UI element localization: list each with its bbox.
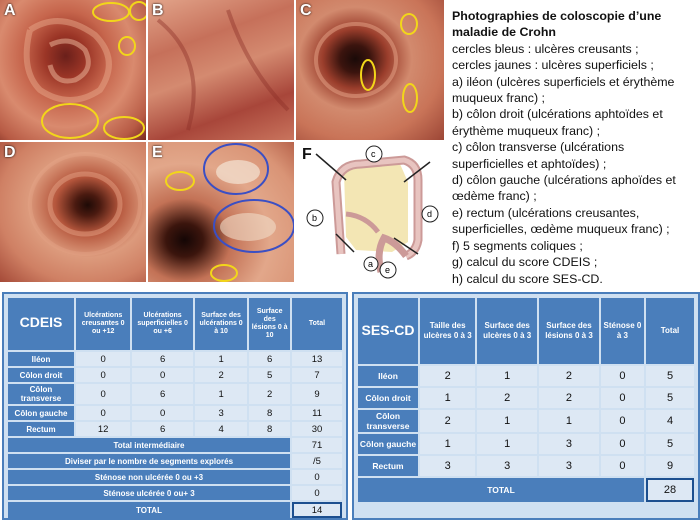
cell: 1 — [195, 384, 248, 404]
photo-c-overlay — [296, 0, 444, 140]
sescd-title-cell — [358, 298, 418, 364]
cell: 3 — [539, 456, 599, 476]
photo-b — [148, 0, 294, 140]
row-label: Iléon — [358, 366, 418, 386]
segment-a-label: a — [368, 259, 374, 269]
row-label: Rectum — [8, 422, 74, 436]
cell: 11 — [292, 406, 342, 420]
table-row — [358, 388, 694, 408]
cell: 12 — [76, 422, 130, 436]
cell: 6 — [132, 384, 193, 404]
row-label: Côlon transverse — [358, 410, 418, 432]
photo-d-overlay — [0, 142, 146, 282]
cell: 0 — [76, 368, 130, 382]
cell: 2 — [477, 388, 537, 408]
cell: 9 — [292, 384, 342, 404]
photo-e — [148, 142, 294, 282]
table-row — [8, 384, 342, 404]
cdeis-table — [6, 296, 344, 520]
photo-label: E — [152, 144, 163, 161]
photo-e-overlay — [148, 142, 294, 282]
cell: 2 — [249, 384, 290, 404]
yellow-circle — [401, 14, 417, 34]
cell: 2 — [420, 410, 475, 432]
cell: 7 — [292, 368, 342, 382]
table-header-row — [358, 298, 694, 364]
cell: 3 — [477, 456, 537, 476]
caption-line: g) calcul du score CDEIS ; — [452, 255, 598, 270]
column-header: Surface des lésions 0 à 10 — [249, 298, 290, 350]
cdeis-title-cell — [8, 298, 74, 350]
table-row — [8, 368, 342, 382]
yellow-circle — [166, 172, 194, 190]
segment-d-label: d — [427, 209, 433, 219]
cell: 3 — [195, 406, 248, 420]
caption-line: cercles bleus : ulcères creusants ; — [452, 41, 639, 56]
table-row — [8, 352, 342, 366]
cell: 0 — [132, 368, 193, 382]
colon-diagram-svg — [296, 142, 444, 282]
cell: 4 — [646, 410, 694, 432]
cdeis-panel — [2, 292, 348, 520]
caption-line: f) 5 segments coliques ; — [452, 238, 583, 253]
column-header: Ulcérations superficielles 0 ou +6 — [132, 298, 193, 350]
cell: 30 — [292, 422, 342, 436]
cell: 1 — [477, 410, 537, 432]
table-row — [8, 406, 342, 420]
column-header: Total — [646, 298, 694, 364]
column-header: Sténose 0 à 3 — [601, 298, 644, 364]
caption-line: b) côlon droit (ulcérations aphtoïdes et érythème muqueux franc) ; — [452, 107, 663, 138]
row-label: Côlon droit — [358, 388, 418, 408]
cdeis-title: CDEIS — [19, 314, 63, 330]
column-header: Ulcérations creusantes 0 ou +12 — [76, 298, 130, 350]
summary-row — [8, 470, 342, 484]
summary-value: /5 — [292, 454, 342, 468]
total-label: TOTAL — [358, 478, 644, 502]
figure-caption — [452, 8, 696, 287]
table-header-row — [8, 298, 342, 350]
cell: 1 — [420, 388, 475, 408]
row-label: Rectum — [358, 456, 418, 476]
cell: 5 — [249, 368, 290, 382]
caption-line: d) côlon gauche (ulcérations aphoïdes et œdème franc) ; — [452, 173, 676, 204]
row-label: Côlon gauche — [8, 406, 74, 420]
total-label: TOTAL — [8, 502, 290, 518]
summary-value: 0 — [292, 486, 342, 500]
summary-label: Total intermédiaire — [8, 438, 290, 452]
row-label: Côlon transverse — [8, 384, 74, 404]
total-row — [8, 502, 342, 518]
cell: 0 — [601, 434, 644, 454]
yellow-circle — [42, 104, 98, 138]
cell: 6 — [249, 352, 290, 366]
yellow-circle — [361, 60, 375, 90]
caption-title: Photographies de coloscopie d’une maladie de Crohn — [452, 9, 662, 40]
summary-label: Sténose non ulcérée 0 ou +3 — [8, 470, 290, 484]
column-header: Surface des ulcères 0 à 3 — [477, 298, 537, 364]
cell: 1 — [477, 366, 537, 386]
cell: 0 — [76, 384, 130, 404]
summary-value: 0 — [292, 470, 342, 484]
diagram-label: F — [302, 146, 312, 163]
cell: 13 — [292, 352, 342, 366]
segment-e-label: e — [385, 265, 391, 275]
cell: 5 — [646, 388, 694, 408]
cell: 2 — [195, 368, 248, 382]
cell: 1 — [195, 352, 248, 366]
summary-row — [8, 438, 342, 452]
cell: 9 — [646, 456, 694, 476]
column-header: Taille des ulcères 0 à 3 — [420, 298, 475, 364]
cell: 0 — [601, 456, 644, 476]
caption-line: h) calcul du score SES-CD. — [452, 271, 603, 286]
sescd-table — [356, 296, 696, 504]
table-row — [358, 410, 694, 432]
table-row — [358, 434, 694, 454]
column-header: Surface des ulcérations 0 à 10 — [195, 298, 248, 350]
cell: 5 — [646, 366, 694, 386]
cell: 0 — [132, 406, 193, 420]
summary-label: Sténose ulcérée 0 ou+ 3 — [8, 486, 290, 500]
cell: 3 — [420, 456, 475, 476]
cell: 8 — [249, 406, 290, 420]
total-value: 14 — [292, 502, 342, 518]
cell: 1 — [477, 434, 537, 454]
photo-a — [0, 0, 146, 140]
photo-label: C — [300, 2, 312, 19]
row-label: Côlon gauche — [358, 434, 418, 454]
table-row — [358, 456, 694, 476]
yellow-circle — [104, 117, 144, 139]
cell: 0 — [601, 366, 644, 386]
caption-line: a) iléon (ulcères superficiels et érythème muqueux franc) ; — [452, 74, 675, 106]
colon-diagram — [296, 142, 444, 282]
segment-b-label: b — [312, 213, 318, 223]
photo-b-overlay — [148, 0, 294, 140]
photo-label: B — [152, 2, 164, 19]
cell: 8 — [249, 422, 290, 436]
row-label: Iléon — [8, 352, 74, 366]
yellow-circle — [119, 37, 135, 55]
table-row — [8, 422, 342, 436]
summary-row — [8, 486, 342, 500]
cell: 3 — [539, 434, 599, 454]
column-header: Total — [292, 298, 342, 350]
photo-label: D — [4, 144, 16, 161]
cell: 1 — [539, 410, 599, 432]
sescd-panel — [352, 292, 700, 520]
cell: 0 — [601, 388, 644, 408]
row-label: Côlon droit — [8, 368, 74, 382]
summary-label: Diviser par le nombre de segments explorés — [8, 454, 290, 468]
cell: 0 — [601, 410, 644, 432]
photo-d — [0, 142, 146, 282]
segment-c-label: c — [371, 149, 376, 159]
summary-row — [8, 454, 342, 468]
cell: 2 — [420, 366, 475, 386]
caption-line: cercles jaunes : ulcères superficiels ; — [452, 58, 654, 73]
cell: 4 — [195, 422, 248, 436]
yellow-circle — [93, 3, 129, 21]
total-row — [358, 478, 694, 502]
summary-value: 71 — [292, 438, 342, 452]
cell: 0 — [76, 352, 130, 366]
cell: 0 — [76, 406, 130, 420]
sescd-title: SES-CD — [361, 321, 415, 338]
caption-line: e) rectum (ulcérations creusantes, superficielles, œdème muqueux franc) ; — [452, 205, 670, 237]
cell: 2 — [539, 388, 599, 408]
cell: 6 — [132, 352, 193, 366]
yellow-circle — [211, 265, 237, 281]
photo-a-overlay — [0, 0, 146, 140]
cell: 1 — [420, 434, 475, 454]
photo-label: A — [4, 2, 16, 19]
column-header: Surface des lésions 0 à 3 — [539, 298, 599, 364]
cell: 5 — [646, 434, 694, 454]
yellow-circle — [130, 2, 146, 20]
caption-line: c) côlon transverse (ulcérations superficielles et aphtoïdes) ; — [452, 140, 625, 171]
cell: 2 — [539, 366, 599, 386]
yellow-circle — [403, 84, 417, 112]
cell: 6 — [132, 422, 193, 436]
total-value: 28 — [646, 478, 694, 502]
table-row — [358, 366, 694, 386]
photo-c — [296, 0, 444, 140]
